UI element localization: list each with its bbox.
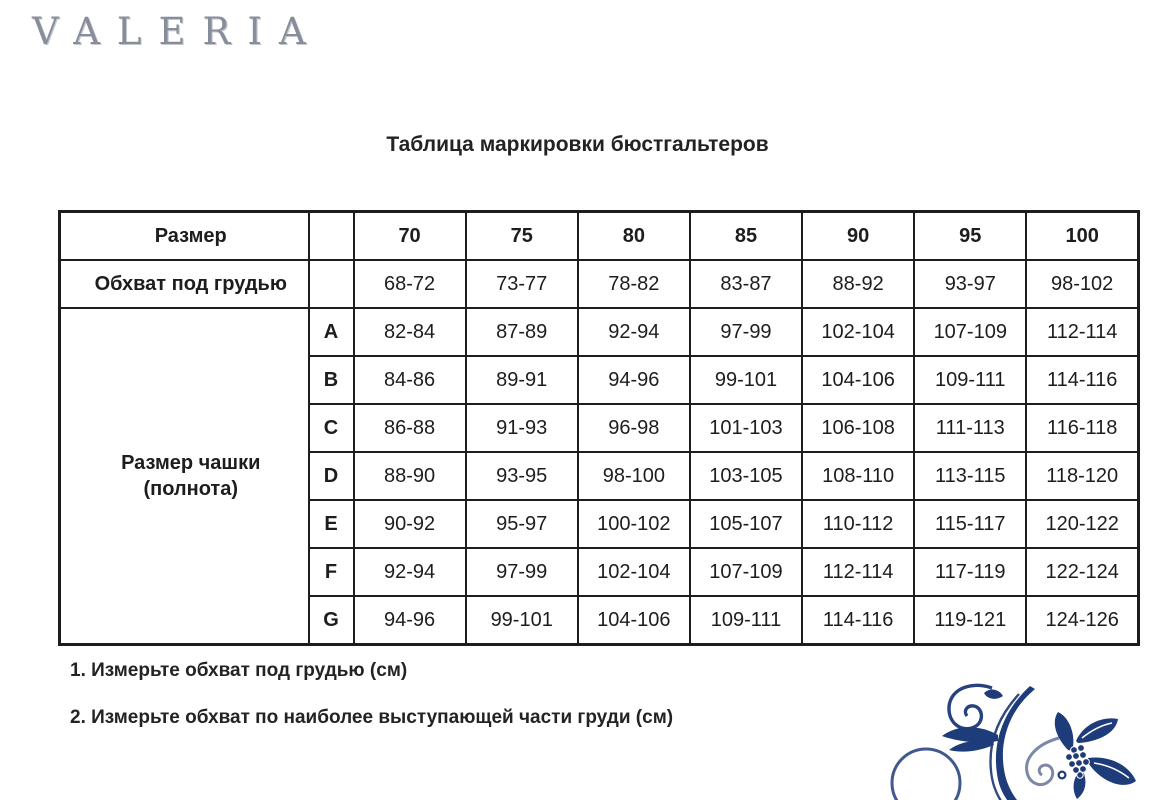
bust-range-value: 109-111: [914, 356, 1026, 404]
bust-range-value: 89-91: [466, 356, 578, 404]
band-size-header: 75: [466, 212, 578, 261]
band-size-header: 80: [578, 212, 690, 261]
cup-letter-cell: D: [309, 452, 354, 500]
bust-range-value: 97-99: [466, 548, 578, 596]
bust-range-value: 98-100: [578, 452, 690, 500]
bust-range-value: 106-108: [802, 404, 914, 452]
bust-range-value: 117-119: [914, 548, 1026, 596]
bust-range-value: 104-106: [802, 356, 914, 404]
cup-letter-cell: C: [309, 404, 354, 452]
instruction-step-2: 2. Измерьте обхват по наиболее выступающей части груди (см): [70, 707, 674, 728]
bust-range-value: 113-115: [914, 452, 1026, 500]
underbust-value: 83-87: [690, 260, 802, 308]
underbust-value: 73-77: [466, 260, 578, 308]
bra-size-table: [58, 210, 1140, 646]
bust-range-value: 95-97: [466, 500, 578, 548]
underbust-value: 98-102: [1026, 260, 1138, 308]
bust-range-value: 114-116: [802, 596, 914, 645]
bust-range-value: 101-103: [690, 404, 802, 452]
instruction-step-1: 1. Измерьте обхват под грудью (см): [70, 660, 408, 681]
underbust-row: [60, 260, 1139, 308]
band-size-header: 85: [690, 212, 802, 261]
bust-range-value: 87-89: [466, 308, 578, 356]
brand-logo: VALERIA: [32, 10, 323, 53]
bust-range-value: 94-96: [354, 596, 466, 645]
bust-range-value: 82-84: [354, 308, 466, 356]
bust-range-value: 103-105: [690, 452, 802, 500]
underbust-value: 88-92: [802, 260, 914, 308]
bust-range-value: 122-124: [1026, 548, 1138, 596]
bust-range-value: 112-114: [1026, 308, 1138, 356]
bust-range-value: 120-122: [1026, 500, 1138, 548]
bust-range-value: 111-113: [914, 404, 1026, 452]
bust-range-value: 105-107: [690, 500, 802, 548]
floral-flourish-ornament: [888, 678, 1140, 800]
bust-range-value: 99-101: [690, 356, 802, 404]
underbust-empty-cell: [309, 260, 354, 308]
bust-range-value: 100-102: [578, 500, 690, 548]
underbust-row-label: Обхват под грудью: [60, 260, 309, 308]
cup-letter-cell: E: [309, 500, 354, 548]
bust-range-value: 90-92: [354, 500, 466, 548]
cup-size-group-label: [60, 308, 309, 645]
cup-letter-cell: F: [309, 548, 354, 596]
bust-range-value: 97-99: [690, 308, 802, 356]
bust-range-value: 102-104: [578, 548, 690, 596]
underbust-value: 93-97: [914, 260, 1026, 308]
bust-range-value: 94-96: [578, 356, 690, 404]
bust-range-value: 102-104: [802, 308, 914, 356]
cup-label-line-1: Размер чашки: [121, 452, 261, 474]
bust-range-value: 104-106: [578, 596, 690, 645]
bust-range-value: 88-90: [354, 452, 466, 500]
bust-range-value: 99-101: [466, 596, 578, 645]
cup-letter-cell: G: [309, 596, 354, 645]
band-size-header: 100: [1026, 212, 1138, 261]
bust-range-value: 107-109: [690, 548, 802, 596]
band-size-header: 90: [802, 212, 914, 261]
cup-size-row: [60, 308, 1139, 356]
bust-range-value: 116-118: [1026, 404, 1138, 452]
bust-range-value: 86-88: [354, 404, 466, 452]
bust-range-value: 118-120: [1026, 452, 1138, 500]
bust-range-value: 96-98: [578, 404, 690, 452]
bust-range-value: 84-86: [354, 356, 466, 404]
bust-range-value: 109-111: [690, 596, 802, 645]
band-size-header: 95: [914, 212, 1026, 261]
band-size-header-row: [60, 212, 1139, 261]
bust-range-value: 108-110: [802, 452, 914, 500]
cup-letter-cell: B: [309, 356, 354, 404]
corner-empty-cell: [309, 212, 354, 261]
measurement-instructions: [70, 660, 673, 754]
page-title: Таблица маркировки бюстгальтеров: [386, 133, 769, 156]
bust-range-value: 110-112: [802, 500, 914, 548]
underbust-value: 78-82: [578, 260, 690, 308]
bust-range-value: 92-94: [578, 308, 690, 356]
bust-range-value: 124-126: [1026, 596, 1138, 645]
underbust-value: 68-72: [354, 260, 466, 308]
bust-range-value: 114-116: [1026, 356, 1138, 404]
bust-range-value: 119-121: [914, 596, 1026, 645]
cup-label-line-2: (полнота): [143, 478, 239, 500]
bust-range-value: 91-93: [466, 404, 578, 452]
bust-range-value: 92-94: [354, 548, 466, 596]
size-row-label: Размер: [60, 212, 309, 261]
bust-range-value: 115-117: [914, 500, 1026, 548]
band-size-header: 70: [354, 212, 466, 261]
bust-range-value: 107-109: [914, 308, 1026, 356]
bust-range-value: 93-95: [466, 452, 578, 500]
cup-letter-cell: A: [309, 308, 354, 356]
bust-range-value: 112-114: [802, 548, 914, 596]
